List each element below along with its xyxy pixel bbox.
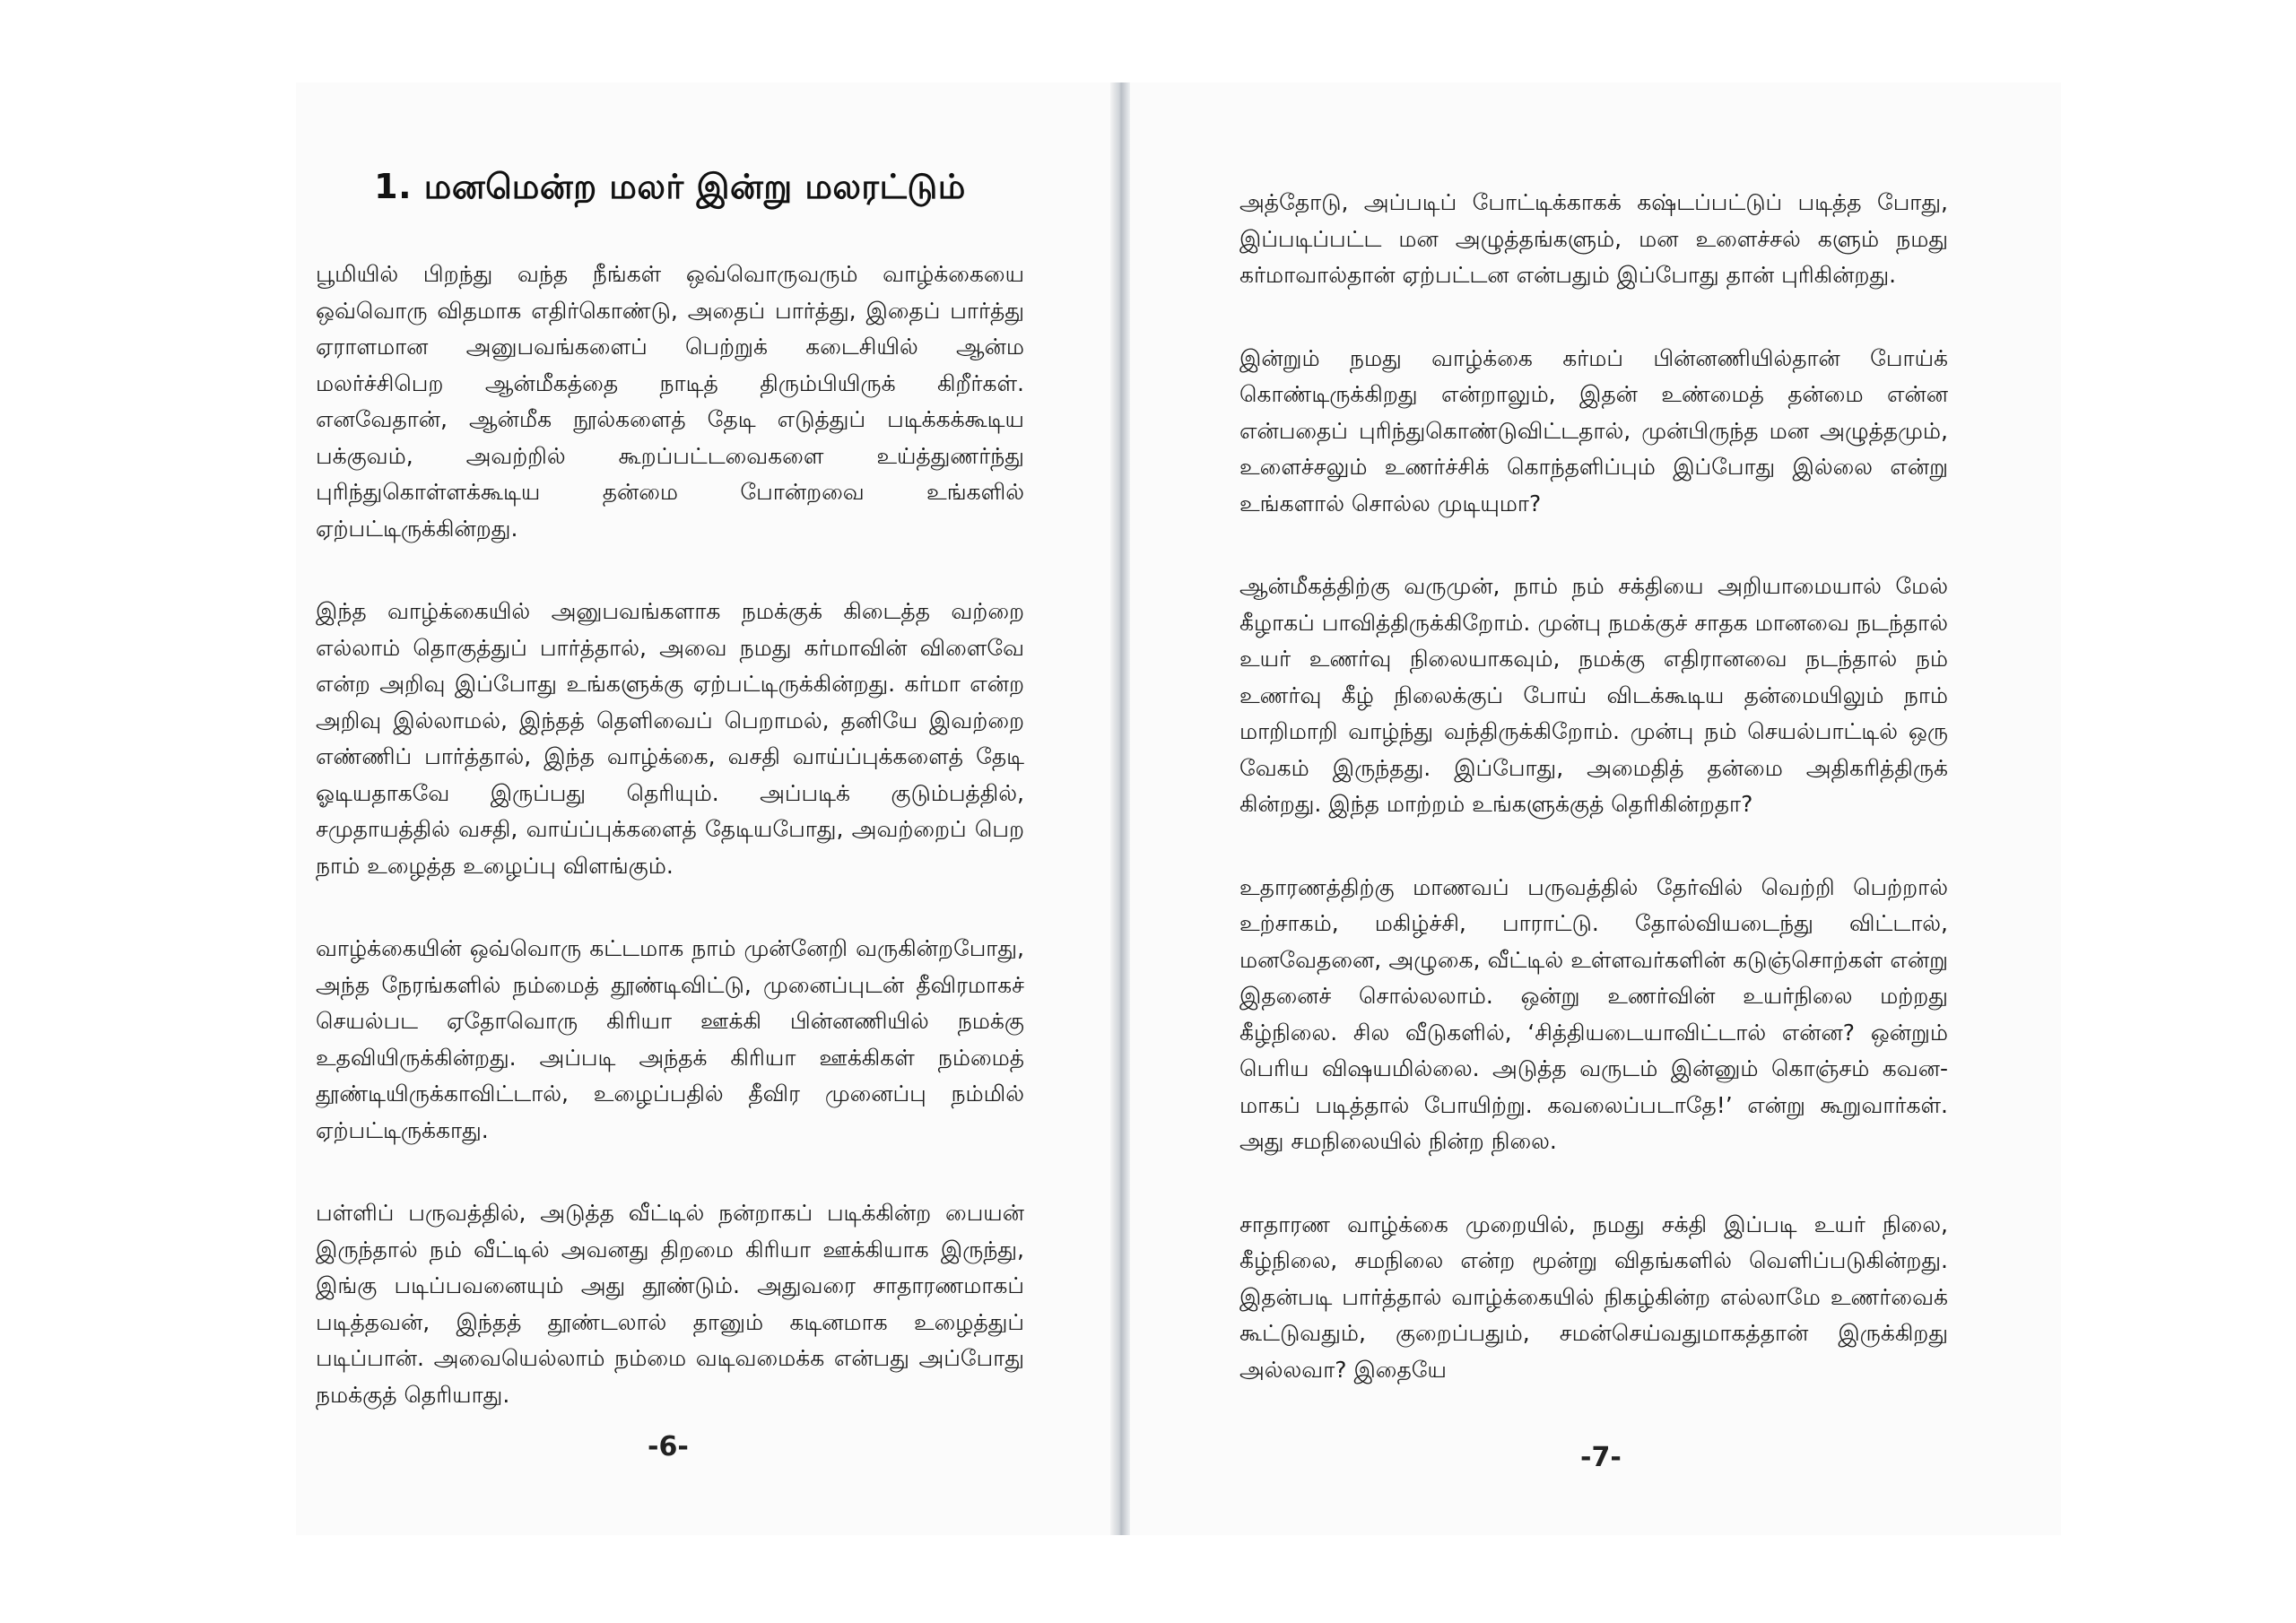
book-gutter bbox=[1110, 82, 1130, 1535]
paragraph: ஆன்மீகத்திற்கு வருமுன், நாம் நம் சக்தியை அறியாமையால் மேல் கீழாகப் பாவித்திருக்கிறோம். முன்பு நமக்குச் சாதக மானவை நடந்தால் உயர் உணர்வு நிலையாகவும், நமக்கு எதிரானவை நடந்தால் நம் உணர்வு கீழ் நிலைக்குப் போய் விடக்கூடிய தன்மையிலும் நாம் மாறிமாறி வாழ்ந்து வந்திருக்கிறோம். முன்பு நம் செயல்பாட்டில் ஒரு வேகம் இருந்தது. இப்போது, அமைதித் தன்மை அதிகரித்திருக் கின்றது. இந்த மாற்றம் உங்களுக்குத் தெரிகின்றதா? bbox=[1239, 573, 1948, 817]
paragraph: பூமியில் பிறந்து வந்த நீங்கள் ஒவ்வொருவரும் வாழ்க்கையை ஒவ்வொரு விதமாக எதிர்கொண்டு, அதைப் பார்த்து, இதைப் பார்த்து ஏராளமான அனுபவங்களைப் பெற்றுக் கடைசியில் ஆன்ம மலர்ச்சிபெற ஆன்மீகத்தை நாடித் திரும்பியிருக் கிறீர்கள். எனவேதான், ஆன்மீக நூல்களைத் தேடி எடுத்துப் படிக்கக்கூடிய பக்குவம், அவற்றில் கூறப்பட்டவைகளை உய்த்துணர்ந்து புரிந்துகொள்ளக்கூடிய தன்மை போன்றவை உங்களில் ஏற்பட்டிருக்கின்றது. bbox=[316, 261, 1024, 542]
paragraph: அத்தோடு, அப்படிப் போட்டிக்காகக் கஷ்டப்பட்டுப் படித்த போது, இப்படிப்பட்ட மன அழுத்தங்களும், மன உளைச்சல் களும் நமது கர்மாவால்தான் ஏற்பட்டன என்பதும் இப்போது தான் புரிகின்றது. bbox=[1239, 189, 1948, 288]
page-number-right: -7- bbox=[1580, 1442, 1622, 1473]
left-page bbox=[316, 167, 1024, 1460]
paragraph: இன்றும் நமது வாழ்க்கை கர்மப் பின்னணியில்தான் போய்க் கொண்டிருக்கிறது என்றாலும், இதன் உண்மைத் தன்மை என்ன என்பதைப் புரிந்துகொண்டுவிட்டதால், முன்பிருந்த மன அழுத்தமும், உளைச்சலும் உணர்ச்சிக் கொந்தளிப்பும் இப்போது இல்லை என்று உங்களால் சொல்ல முடியுமா? bbox=[1239, 344, 1948, 516]
page-number-left: -6- bbox=[648, 1431, 689, 1462]
paragraph: பள்ளிப் பருவத்தில், அடுத்த வீட்டில் நன்றாகப் படிக்கின்ற பையன் இருந்தால் நம் வீட்டில் அவனது திறமை கிரியா ஊக்கியாக இருந்து, இங்கு படிப்பவனையும் அது தூண்டும். அதுவரை சாதாரணமாகப் படித்தவன், இந்தத் தூண்டலால் தானும் கடினமாக உழைத்துப் படிப்பான். அவையெல்லாம் நம்மை வடிவமைக்க என்பது அப்போது நமக்குத் தெரியாது. bbox=[316, 1200, 1024, 1408]
paragraph: வாழ்க்கையின் ஒவ்வொரு கட்டமாக நாம் முன்னேறி வருகின்றபோது, அந்த நேரங்களில் நம்மைத் தூண்டிவிட்டு, முனைப்புடன் தீவிரமாகச் செயல்பட ஏதோவொரு கிரியா ஊக்கி பின்னணியில் நமக்கு உதவியிருக்கின்றது. அப்படி அந்தக் கிரியா ஊக்கிகள் நம்மைத் தூண்டியிருக்காவிட்டால், உழைப்பதில் தீவிர முனைப்பு நம்மில் ஏற்பட்டிருக்காது. bbox=[316, 935, 1024, 1143]
paragraph: உதாரணத்திற்கு மாணவப் பருவத்தில் தேர்வில் வெற்றி பெற்றால் உற்சாகம், மகிழ்ச்சி, பாராட்டு. தோல்வியடைந்து விட்டால், மனவேதனை, அழுகை, வீட்டில் உள்ளவர்களின் கடுஞ்சொற்கள் என்று இதனைச் சொல்லலாம். ஒன்று உணர்வின் உயர்நிலை மற்றது கீழ்நிலை. சில வீடுகளில், ‘சித்தியடையாவிட்டால் என்ன? ஒன்றும் பெரிய விஷயமில்லை. அடுத்த வருடம் இன்னும் கொஞ்சம் கவன- மாகப் படித்தால் போயிற்று. கவலைப்படாதே!’ என்று கூறுவார்கள். அது சமநிலையில் நின்ற நிலை. bbox=[1239, 873, 1948, 1154]
paragraph: இந்த வாழ்க்கையில் அனுபவங்களாக நமக்குக் கிடைத்த வற்றை எல்லாம் தொகுத்துப் பார்த்தால், அவை நமது கர்மாவின் விளைவே என்ற அறிவு இப்போது உங்களுக்கு ஏற்பட்டிருக்கின்றது. கர்மா என்ற அறிவு இல்லாமல், இந்தத் தெளிவைப் பெறாமல், தனியே இவற்றை எண்ணிப் பார்த்தால், இந்த வாழ்க்கை, வசதி வாய்ப்புக்களைத் தேடி ஓடியதாகவே இருப்பது தெரியும். அப்படிக் குடும்பத்தில், சமுதாயத்தில் வசதி, வாய்ப்புக்களைத் தேடியபோது, அவற்றைப் பெற நாம் உழைத்த உழைப்பு விளங்கும். bbox=[316, 598, 1024, 879]
right-page bbox=[1239, 185, 1948, 1435]
paragraph: சாதாரண வாழ்க்கை முறையில், நமது சக்தி இப்படி உயர் நிலை, கீழ்நிலை, சமநிலை என்ற மூன்று விதங்களில் வெளிப்படுகின்றது. இதன்படி பார்த்தால் வாழ்க்கையில் நிகழ்கின்ற எல்லாமே உணர்வைக் கூட்டுவதும், குறைப்பதும், சமன்செய்வதுமாகத்தான் இருக்கிறது அல்லவா? இதையே bbox=[1239, 1211, 1948, 1383]
chapter-title: 1. மனமென்ற மலர் இன்று மலரட்டும் bbox=[374, 167, 966, 206]
